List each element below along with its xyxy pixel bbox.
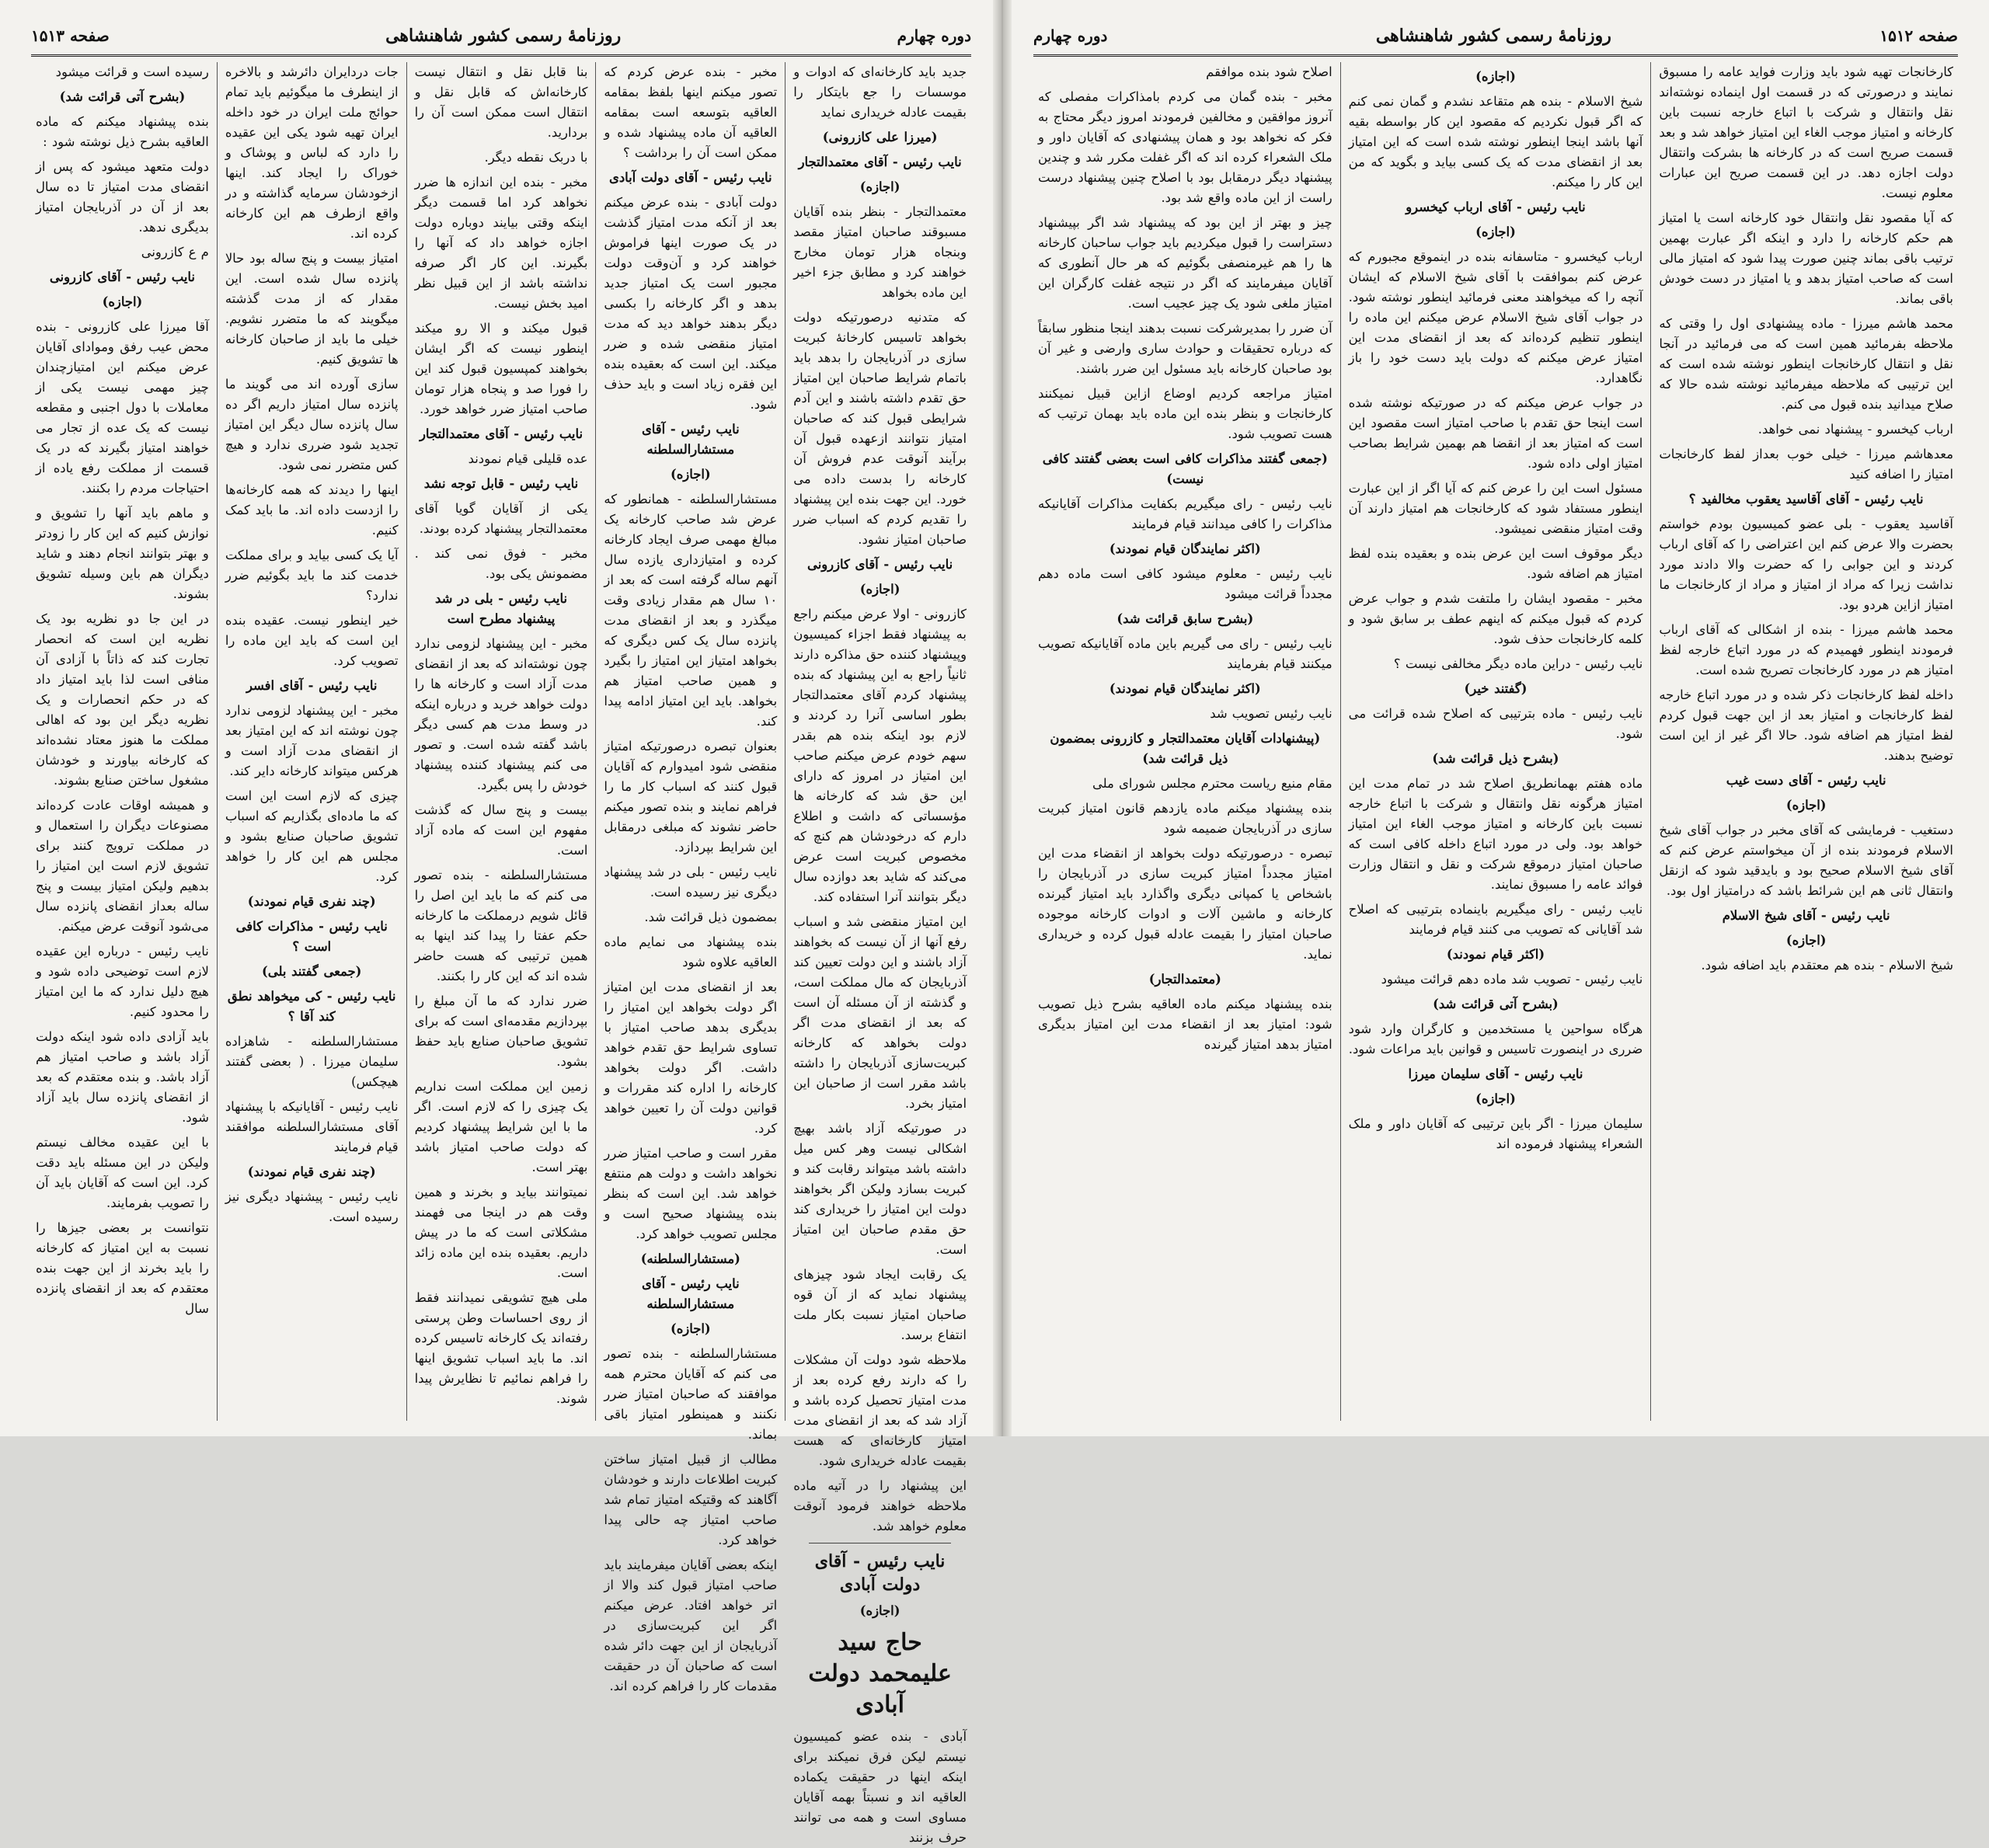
paragraph: (اجازه) — [1785, 798, 1827, 813]
paragraph: بیست و پنج سال که گذشت مفهوم این است که ماده آزاد است. — [414, 802, 588, 858]
paragraph: بمضمون ذیل قرائت شد. — [644, 910, 778, 924]
paragraph: بنده پیشنهاد میکنم که ماده العاقیه بشرح ذیل نوشته شود : — [36, 114, 209, 149]
paragraph: (اجازه) — [1475, 69, 1516, 84]
paragraph: جدید باید کارخانه‌ای که ادوات و موسسات را جع بایتکار را بقیمت عادله خریداری نماید — [793, 64, 967, 120]
paragraph: (اجازه) — [670, 1321, 711, 1336]
paragraph: ارباب کیخسرو - متاسفانه بنده در اینموقع مجبورم که عرض کنم بموافقت با آقای شیخ الاسلام که ایشان آنچه را که میخواهند معنی فرمائید اینطور نوشته شود. در جواب آقای شیخ الاسلام عرض میکنم این ماده را اینطور تنظیم کرده‌اند که بعد از انقضای مدت این امتیاز عرض میکنم که دولت باید دست خود را باز نگاهدارد. — [1348, 249, 1643, 385]
paragraph: نایب رئیس - آقایانیکه با پیشنهاد آقای مستشارالسلطنه موافقند قیام فرمایند — [225, 1099, 399, 1154]
paragraph: زمین این مملکت است نداریم یک چیزی را که لازم است. اگر ما با این شرایط پیشنهاد کردیم که دولت صاحب امتیاز باشد بهتر است. — [414, 1079, 588, 1175]
left-header-page-number: صفحه ۱۵۱۳ — [31, 26, 110, 45]
paragraph: رسیده است و قرائت میشود — [55, 64, 209, 79]
paragraph: نایب رئیس - آقای مستشارالسلطنه — [641, 1276, 740, 1311]
paragraph: بنده پیشنهاد میکنم ماده یازدهم قانون امتیاز کبریت سازی در آذربایجان ضمیمه شود — [1037, 801, 1332, 836]
paragraph: در جواب عرض میکنم که در صورتیکه نوشته شده است اینجا حق تقدم با صاحب امتیاز است مقصود این است که امتیاز بعد از انقضا هم بهمین شرایط بصاحب امتیاز اولی داده شود. — [1348, 395, 1643, 471]
paragraph: مخبر - فوق نمی کند . مضمونش یکی بود. — [414, 546, 588, 581]
paragraph: دولت متعهد میشود که پس از انقضای مدت امتیاز تا ده سال بعد از آن در آذربایجان امتیاز بدیگری ندهد. — [36, 159, 209, 235]
paragraph: نایب رئیس - آقای معتمدالتجار — [798, 155, 962, 169]
left-column-3 — [406, 62, 596, 1421]
paragraph: نایب رئیس - رای میگیریم بکفایت مذاکرات آقایانیکه مذاکرات را کافی میدانند قیام فرمایند — [1037, 496, 1332, 531]
paragraph: مخبر - بنده این اندازه ها ضرر نخواهد کرد اما قسمت دیگر اینکه وقتی بیایند دوباره دولت اجازه خواهد داد که آنها را بگیرند. این کار اگر صرفه نداشته باشد از این قبیل نظر امید بخش نیست. — [414, 175, 588, 311]
paragraph: م ع کازرونی — [141, 245, 209, 259]
paragraph: و همیشه اوقات عادت کرده‌اند مصنوعات دیگران را استعمال و در مملکت ترویج کنند برای تشویق لازم است این امتیاز را بدهیم ولیکن امتیاز بیست و پنج ساله بعداز انقضای پانزده سال می‌شود آنوقت عرض میکنم. — [36, 798, 209, 934]
paragraph: محمد هاشم میرزا - بنده از اشکالی که آقای ارباب فرمودند اینطور فهمیدم که در مورد اتباع خارجه لفظ امتیاز هم در مورد کارخانجات تصریح شده است. — [1659, 622, 1953, 677]
paragraph: سازی آورده اند می گویند ما پانزده سال امتیاز داریم اگر ده سال پانزده سال دیگر این امتیاز تجدید شود ضرری ندارد و هیچ کس متضرر نمی شود. — [225, 377, 399, 472]
paragraph: مستشارالسلطنه - شاهزاده سلیمان میرزا . ( بعضی گفتند هیچکس) — [225, 1034, 399, 1089]
left-page-columns — [28, 62, 974, 1845]
paragraph: این پیشنهاد را در آتیه ماده ملاحظه خواهند فرمود آنوقت معلوم خواهد شد. — [793, 1478, 967, 1533]
paragraph: دولت آبادی - بنده عرض میکنم بعد از آنکه مدت امتیاز گذشت در یک صورت اینها فراموش خواهند کرد و آن‌وقت دولت مجبور است یک امتیاز جدید بدهد و اگر کارخانه را بکسی دیگر بدهند خواهد دید که مدت امتیاز منقضی شده و ضرر میکند. این است که بعقیده بنده این فقره زیاد است و باید حذف شود. — [604, 195, 778, 412]
paragraph: مستشارالسلطنه - همانطور که عرض شد صاحب کارخانه یک مبالغ مهمی صرف ایجاد کارخانه کرده و امتیازداری یازده سال آنهم ساله گرفته است که بعد از ۱۰ سال هم مقدار زیادی وقت میگذرد و بعد از انقضای مدت پانزده سال یک کس دیگری که بخواهد امتیاز این امتیاز را بگیرد و همین صاحب امتیاز هم بخواهد. باید این امتیاز ادامه پیدا کند. — [604, 492, 778, 729]
paragraph: بنده پیشنهاد می نمایم ماده العاقیه علاوه شود — [604, 934, 778, 969]
paragraph: (اجازه) — [1475, 1091, 1516, 1106]
paragraph: در این جا دو نظریه بود یک نظریه این است که انحصار تجارت کند که ذاتاً با آزادی آن منافی است لذا باید امتیاز داد که در حکم انحصارات و یک نظریه دیگر این بود که اهالی مملکت ما هنوز معتاد نشده‌اند که کارخانه بیاورند و خودشان مشغول ساختن صنایع بشوند. — [36, 611, 209, 788]
paragraph: نایب رئیس - ماده بترتیبی که اصلاح شده قرائت می شود. — [1348, 706, 1643, 741]
paragraph: ارباب کیخسرو - پیشنهاد نمی خواهد. — [1757, 422, 1953, 437]
paragraph: نایب رئیس - درباره این عقیده لازم است توضیحی داده شود و هیچ دلیل ندارد که ما این امتیاز را محدود کنیم. — [36, 944, 209, 1019]
right-header-page-number: صفحه ۱۵۱۲ — [1879, 26, 1958, 45]
paragraph: آن ضرر را بمدیرشرکت نسبت بدهند اینجا منظور سابقاً که درباره تحقیقات و حوادث ساری وارضی و غیر آن بود صاحبان کارخانه باید مسئول این ضرر باشند. — [1037, 321, 1332, 376]
paragraph: داخله لفظ کارخانجات ذکر شده و در مورد اتباع خارجه لفظ کارخانجات و امتیاز بعد از این جهت قبول کردم لفظ امتیاز هم اضافه شود. حالا اگر غیر از این است توضیح بدهند. — [1659, 687, 1953, 763]
paragraph: کازرونی - اولا عرض میکنم راجع به پیشنهاد فقط اجزاء کمیسیون وپیشنهاد کننده حق مذاکره دارند ثانیاً راجع به این پیشنهاد که بنده پیشنهاد کردم آقای معتمدالتجار بطور اساسی آنرا رد کردند و لازم بود اینکه بنده هم بقدر سهم خودم عرض میکنم صاحب این امتیاز در امروز که دارای این حق شد که کارخانه ها مؤسساتی که داشت و اطلاع دارم که درخودشان هم کنچ که مخصوص کبریت است عرض می‌کند که شاید بعد دوازده سال دیگر بتوانند آنرا استفاده کند. — [793, 607, 967, 904]
paragraph: چیزی که لازم است این است که ما ماده‌ای بگذاریم که اسباب تشویق صاحبان صنایع بشود و مجلس هم این کار را خواهد کرد. — [225, 788, 399, 884]
permission-note: (اجازه) — [859, 1603, 900, 1618]
paragraph: آقاسید یعقوب - بلی عضو کمیسیون بودم خواستم بحضرت والا عرض کنم این اعتراضی را که آقای ارباب کردند و این جوابی را که حضرت والا دادند مورد نداشت زیرا که مراد از امتیاز و مراد از کارخانجات ما امتیاز ازاین هردو بود. — [1659, 517, 1953, 612]
paragraph: و ماهم باید آنها را تشویق و نوازش کنیم که این کار را زودتر و بهتر بتوانند انجام دهند و شاید دیگران هم باین وسیله تشویق بشوند. — [36, 506, 209, 601]
right-header-volume: دوره چهارم — [1033, 26, 1108, 45]
paragraph: ضرر ندارد که ما آن مبلغ را بپردازیم مقدمه‌ای است که برای تشویق صاحبان صنایع باید حفظ بشود. — [414, 994, 588, 1069]
paragraph: نایب رئیس - آقای سلیمان میرزا — [1408, 1067, 1583, 1081]
left-header-title: روزنامهٔ رسمی کشور شاهنشاهی — [385, 26, 622, 46]
paragraph: امتیاز مراجعه کردیم اوضاع ازاین قبیل نمیکنند کارخانجات و بنظر بنده این ماده باید بهمان ترتیب که هست تصویب شود. — [1037, 386, 1332, 441]
paragraph: (اکثر نمایندگان قیام نمودند) — [1109, 541, 1261, 556]
right-column-1 — [1650, 62, 1961, 1421]
paragraph: چیز و بهتر از این بود که پیشنهاد شد اگر بپیشنهاد دستراست را قبول میکردیم باید جواب ساحبان کارخانه ها را هم غیرمنصفی بگوئیم که هر حال آنطوری که آقایان میفرمایند که اگر در نتیجه غفلت کارگران این امتیاز ملغی شود یک چیز عجیب است. — [1037, 215, 1332, 311]
paragraph: (اجازه) — [670, 467, 711, 482]
paragraph: نایب رئیس - تصویب شد ماده دهم قرائت میشود — [1381, 972, 1643, 987]
paragraph: آیا یک کسی بیاید و برای مملکت خدمت کند ما باید بگوئیم ضرر ندارد؟ — [225, 548, 399, 603]
paragraph: (اجازه) — [102, 294, 143, 309]
left-column-1 — [785, 62, 974, 1845]
paragraph: مخبر - بنده عرض کردم که تصور میکنم اینها بلفظ بمقامه العاقیه بتوسعه است بمقامه العاقیه آن ماده پیشنهاد شده و ممکن است آن را برداشت ؟ — [604, 64, 778, 160]
paragraph: محمد هاشم میرزا - ماده پیشنهادی اول را وقتی که ملاحظه بفرمائید همین است که می فرمائید در آنجا نقل و انتقال کارخانجات اینطور نوشته شده است که این ترتیبی که ملاحظه میفرمائید نوشته شده حالا که صلاح میدانید بنده قبول می کنم. — [1659, 316, 1953, 412]
paragraph: مستشارالسلطنه - بنده تصور می کنم که آقایان محترم همه موافقند که صاحبان امتیاز ضرر نکنند و همینطور امتیاز باقی بماند. — [604, 1346, 778, 1442]
paragraph: نایب رئیس - آقای آقاسید یعقوب مخالفید ؟ — [1688, 492, 1924, 506]
paragraph: آبادی - بنده عضو کمیسیون نیستم لیکن فرق نمیکند برای اینکه اینها در حقیقت یکماده العاقیه اند و نسبتاً بهمه آقایان مساوی است و همه می توانند حرف بزنند — [793, 1729, 967, 1845]
paragraph: نایب رئیس - معلوم میشود کافی است ماده دهم مجدداً قرائت میشود — [1037, 566, 1332, 601]
paragraph: اینها را دیدند که همه کارخانه‌ها را ازدست داده اند. ما باید کمک کنیم. — [225, 482, 399, 538]
paragraph: (میرزا علی کازرونی) — [822, 130, 938, 144]
paragraph: که متدنیه درصورتیکه دولت بخواهد تاسیس کارخانهٔ کبریت سازی در آذربایجان را بدهد باید باتمام شرایط صاحبان این امتیاز حق تقدم داشته باشند و این آدم شرایطی قبول کند که صاحبان امتیاز نتوانند ازعهده قبول آن برآیند آنوقت عدم فروش آن کارخانه را بدست داده می خورد. این جهت بنده این پیشنهاد را تقدیم کردم که اسباب ضرر صاحبان امتیاز نشود. — [793, 310, 967, 547]
paragraph: آقا میرزا علی کازرونی - بنده محض عیب رفق وموادای آقایان عرض میکنم این امتیازچندان چیز مهمی نیست یکی از معاملات با دول اجنبی و مقطعه نیست که یک عده از تجار می خواهند امتیاز بگیرند که در یک قسمت از مملکت رفع یاده از احتیاجات مردم را بکنند. — [36, 319, 209, 496]
paragraph: اصلاح شود بنده موافقم — [1206, 64, 1332, 79]
paragraph: نایب رئیس - آقای مستشارالسلطنه — [641, 422, 740, 457]
paragraph: مخبر - بنده گمان می کردم بامذاکرات مفصلی که آنروز موافقین و مخالفین فرمودند امروز دیگر محتاج به فکر که نخواهد بود و همان پیشنهادی که آقایان داور و ملک الشعراء کرده اند که اگر غفلت مکرر شد و چندین پیشنهاد دیگر درمقابل بود با اصلاح چنین پیشنهاد درست راست از این ماده واقع شد بود. — [1037, 89, 1332, 205]
paragraph: ملاحظه شود دولت آن مشکلات را که دارند رفع کرده بعد از مدت امتیاز تحصیل کرده باشد و آزاد شد که بعد از انقضای مدت امتیاز کارخانه‌ای که هست بقیمت عادله خریداری شود. — [793, 1352, 967, 1468]
right-header-title: روزنامهٔ رسمی کشور شاهنشاهی — [1375, 26, 1611, 46]
paragraph: (اجازه) — [859, 582, 900, 597]
paragraph: نایب رئیس - آقای دست غیب — [1726, 773, 1886, 788]
paragraph: امتیاز بیست و پنج ساله بود حالا پانزده سال شده است. این مقدار که از مدت گذشته میگویند که ما متضرر نشویم. خیلی ما باید از صاحبان کارخانه ها تشویق کنیم. — [225, 251, 399, 367]
paragraph: نتوانست بر بعضی جیزها را نسبت به این امتیاز که کارخانه را باید بخرند از این جهت بنده معتقدم که بعد از انقضای پانزده سال — [36, 1220, 209, 1316]
paragraph: بنده پیشنهاد میکنم ماده العاقیه بشرح ذیل تصویب شود: امتیاز بعد از انقضاء مدت این امتیاز بدیگری امتیاز بدهد امتیاز گیرنده — [1037, 997, 1332, 1052]
paragraph: دیگر موقوف است این عرض بنده و بعقیده بنده لفظ امتیاز هم اضافه شود. — [1348, 546, 1643, 581]
paragraph: نایب رئیس - آقای شیخ الاسلام — [1722, 908, 1890, 923]
paragraph: نایب رئیس - آقای کازرونی — [49, 270, 195, 284]
paragraph: اینکه بعضی آقایان میفرمایند باید صاحب امتیاز قبول کند والا از اتر خواهد افتاد. عرض میکنم اگر این کبریت‌سازی در آذربایجان از این جهت دائر شده است که صاحبان آن در حقیقت مقدمات کار را فراهم کرده اند. — [604, 1557, 778, 1693]
paragraph: این امتیاز منقضی شد و اسباب رفع آنها از آن نیست که بخواهند آزاد باشند و این دولت تعیین کند آذربایجان که مال مملکت است، و گذشته از آن مسئله آن است که بعد از انقضای مدت اگر دولت بخواهد که کارخانه کبریت‌سازی آذربایجان را داشته باشد مقرر است از صاحبان این امتیاز بخرد. — [793, 914, 967, 1111]
paragraph: نایب رئیس - بلی در شد پیشنهاد مطرح است — [434, 591, 568, 626]
paragraph: (اجازه) — [1785, 933, 1827, 948]
paragraph: بعد از انقضای مدت این امتیاز اگر دولت بخواهد این امتیاز را بدیگری بدهد صاحب امتیاز با تساوی شرایط حق تقدم خواهد داشت. اگر دولت بخواهد کارخانه را اداره کند مقررات و قوانین دولت آن را تعیین خواهد کرد. — [604, 980, 778, 1136]
paragraph: ماده هفتم بهمانطریق اصلاح شد در تمام مدت این امتیاز هرگونه نقل وانتقال و شرکت با اتباع خارجه نسبت باین کارخانه و امتیاز موجب الغاء این امتیاز خواهد بود. ولی در مورد اتباع داخله کافی است که صاحبان امتیاز درموقع شرکت و نقل و انتقال وزارت فوائد عامه را مسبوق نمایند. — [1348, 776, 1643, 892]
paragraph: نایب رئیس تصویب شد — [1210, 706, 1332, 721]
paragraph: مخبر - این پیشنهاد لزومی ندارد چون نوشته اند که این امتیاز بعد از انقضای مدت آزاد است و هرکس میتواند کارخانه دایر کند. — [225, 703, 399, 778]
paragraph: یکی از آقایان گویا آقای معتمدالتجار پیشنهاد کرده بودند. — [414, 501, 588, 536]
paragraph: با این عقیده مخالف نیستم ولیکن در این مسئله باید دقت کرد. این است که آقایان باید آن را تصویب بفرمایند. — [36, 1135, 209, 1210]
paragraph: مستشارالسلطنه - بنده تصور می کنم که ما باید این اصل را قائل شویم درمملکت ما کارخانه حکم عفتا را پیدا کند اینها به همین ترتیبی که هست حاضر شده اند که این کار را بکنند. — [414, 868, 588, 983]
paragraph: (معتمدالتجار) — [1148, 972, 1221, 987]
paragraph: شیخ الاسلام - بنده هم معتقدم باید اضافه شود. — [1701, 958, 1953, 973]
paragraph: مقرر است و صاحب امتیاز ضرر نخواهد داشت و دولت هم منتفع خواهد شد. این است که بنظر بنده پیشنهاد صحیح است و مجلس تصویب خواهد کرد. — [604, 1146, 778, 1241]
paragraph: مخبر - این پیشنهاد لزومی ندارد چون نوشته‌اند که بعد از انقضای مدت آزاد است و کارخانه ها را دولت خواهد خرید و درباره اینکه در وسط مدت هم کسی دیگر باشد گفته شده است. و تصور می کنم پیشنهاد کننده پیشنهاد خودش را پس بگیرد. — [414, 636, 588, 792]
paragraph: (چند نفری قیام نمودند) — [247, 1164, 376, 1179]
paragraph: (بشرح آتی قرائت شد) — [59, 89, 186, 104]
page-gutter — [993, 0, 1012, 1436]
left-page-header — [31, 17, 971, 57]
paragraph: (بشرح ذیل قرائت شد) — [1432, 751, 1559, 766]
paragraph: نایب رئیس - آقای دولت آبادی — [608, 170, 772, 185]
left-column-4 — [217, 62, 406, 1421]
paragraph: نایب رئیس - آقای کازرونی — [807, 557, 953, 572]
speaker-heading: نایب رئیس - آقای دولت آبادی — [814, 1551, 946, 1595]
paragraph: قبول میکند و الا رو میکند اینطور نیست که اگر ایشان بخواهند کمپسیون قبول کند این را فورا صد و پنجاه هزار تومان صاحب امتیاز ضرر خواهد خورد. — [414, 321, 588, 416]
right-page-columns — [1030, 62, 1961, 1421]
right-page — [1002, 0, 1989, 1436]
paragraph: (اجازه) — [859, 179, 900, 194]
paragraph: (اکثر قیام نمودند) — [1446, 947, 1545, 962]
paragraph: در صورتیکه آزاد باشد بهیچ اشکالی نیست وهر کس میل داشته باشد میتواند رقابت کند و کبریت بسازد ولیکن اگر بخواهند دولت این امتیاز را خریداری کند حق مقدم صاحبان این امتیاز است. — [793, 1121, 967, 1257]
paragraph: مطالب از قبیل امتیاز ساختن کبریت اطلاعات دارند و خودشان آگاهند که وقتیکه امتیاز تمام شد صاحب امتیاز چه حالی پیدا خواهد کرد. — [604, 1452, 778, 1547]
paragraph: (مستشارالسلطنه) — [640, 1251, 740, 1266]
paragraph: نایب رئیس - بلی در شد پیشنهاد دیگری نیز رسیده است. — [604, 865, 778, 900]
speaker-name-large: حاج سید علیمحمد دولت آبادی — [808, 1629, 952, 1718]
paragraph: معتمدالتجار - بنظر بنده آقایان مسبوقند صاحبان امتیاز مقصد وبنجاه هزار تومان مخارج خواهند کرد و مطابق جزء اخیر این ماده بخواهد — [793, 204, 967, 300]
paragraph: کارخانجات تهیه شود باید وزارت فواید عامه را مسبوق نمایند و درصورتی که در قسمت اول اینماده نوشته‌اند نقل وانتقال و شرکت با اتباع خارجه نسبت باین کارخانه و امتیاز موجب الغاء این امتیاز خواهد شد و بعد قسمت صریح است که در کارخانه ها بشرکت وانتقال دولت اجازه دهد. در این قسمت صریح این عبارات معلوم نیست. — [1659, 64, 1953, 200]
left-header-volume: دوره چهارم — [897, 26, 971, 45]
paragraph: که آیا مقصود نقل وانتقال خود کارخانه است یا امتیاز هم حکم کارخانه را دارد و اینکه اگر عبارت بهمین ترتیب باقی بماند چنین صورت پیدا شود که امتیاز مالی است که صاحب امتیاز بدهد و یا امتیاز در دست خودش باقی بماند. — [1659, 211, 1953, 306]
paragraph: هرگاه سواحین یا مستخدمین و کارگران وارد شود ضرری در اینصورت تاسیس و قوانین باید مراعات شود. — [1348, 1021, 1643, 1056]
paragraph: (جمعی گفتند بلی) — [262, 964, 362, 979]
paragraph: نایب رئیس - دراین ماده دیگر مخالفی نیست ؟ — [1393, 656, 1643, 671]
paragraph: معدهاشم میرزا - خیلی خوب بعداز لفظ کارخانجات امتیاز را اضافه کنید — [1659, 447, 1953, 482]
paragraph: نایب رئیس - پیشنهاد دیگری نیز رسیده است. — [225, 1189, 399, 1224]
paragraph: شیخ الاسلام - بنده هم متقاعد نشدم و گمان نمی کنم که اگر قبول نکردیم که مقصود این کار بواسطه بقیه آنها باشد اینجا اینطور نوشته شده است که این امتیاز بعد از انقضای مدت که یک کسی بیاید و بگوید که من این کار را میکنم. — [1348, 94, 1643, 190]
paragraph: نایب رئیس - آقای ارباب کیخسرو — [1406, 200, 1586, 214]
left-column-5 — [28, 62, 217, 1421]
paragraph: عده قلیلی قیام نمودند — [468, 451, 588, 466]
paragraph: نایب رئیس - مذاکرات کافی است ؟ — [235, 919, 388, 954]
paragraph: نمیتوانند بیاید و بخرند و همین وقت هم در اینجا می فهمند مشکلاتی است که ما در پیش داریم. بعقیده بنده این ماده زائد است. — [414, 1185, 588, 1280]
paragraph: یک رقابت ایجاد شود چیزهای پیشنهاد نماید که از آن قوه صاحبان امتیاز نسبت بکار ملت انتفاع برسد. — [793, 1267, 967, 1342]
left-column-2 — [595, 62, 785, 1693]
paragraph: دستغیب - فرمایشی که آقای مخبر در جواب آقای شیخ الاسلام فرمودند بنده از آن میخواستم عرض کنم که آقای شیخ الاسلام صحیح بود و بایدقید شود که ازنقل وانتقال ثانی هم این شرائط باشد که درامتیاز اول بود. — [1659, 823, 1953, 898]
right-page-header — [1033, 17, 1958, 57]
paragraph: باید آزادی داده شود اینکه دولت آزاد باشد و صاحب امتیاز هم آزاد باشد. و بنده معتقدم که بعد از انقضای پانزده سال باید آزاد شود. — [36, 1029, 209, 1125]
paragraph: بنا قابل نقل و انتقال نیست کارخانه‌اش که قابل نقل و انتقال است ممکن است آن را بردارید. — [414, 64, 588, 140]
paragraph: سلیمان میرزا - اگر باین ترتیبی که آقایان داور و ملک الشعراء پیشنهاد فرموده اند — [1348, 1116, 1643, 1151]
paragraph: نایب رئیس - رای می گیریم باین ماده آقایانیکه تصویب میکنند قیام بفرمایند — [1037, 636, 1332, 671]
paragraph: نایب رئیس - کی میخواهد نطق کند آقا ؟ — [227, 989, 396, 1024]
paragraph: (چند نفری قیام نمودند) — [247, 894, 376, 909]
right-column-3 — [1030, 62, 1340, 1421]
paragraph: مقام منیع ریاست محترم مجلس شورای ملی — [1092, 776, 1332, 791]
paragraph: (بشرح سابق قرائت شد) — [1116, 611, 1254, 626]
paragraph: ملی هیچ تشویقی نمیدانند فقط از روی احساسات وطن پرستی رفته‌اند یک کارخانه تاسیس کرده اند. ما باید اسباب تشویق اینها را فراهم نمائیم تا نظایرش پیدا شوند. — [414, 1290, 588, 1406]
paragraph: تبصره - درصورتیکه دولت بخواهد از انقضاء مدت این امتیاز مجدداً امتیاز کبریت سازی در آذربایجان را باشخاص یا کمپانی دیگری واگذارد باید امتیاز گیرنده کارخانه و ماشین آلات و ادوات کارخانه موجوده صاحبان امتیاز را بقیمت عادله قبول کرده و خریداری نماید. — [1037, 846, 1332, 962]
paragraph: نایب رئیس - رای میگیریم باینماده بترتیبی که اصلاح شد آقایانی که تصویب می کنند قیام فرمایند — [1348, 902, 1643, 937]
paragraph: نایب رئیس - قابل توجه نشد — [423, 476, 579, 491]
paragraph: نایب رئیس - آقای معتمدالتجار — [419, 426, 583, 441]
paragraph: نایب رئیس - آقای افسر — [246, 678, 378, 693]
paragraph: (بشرح آتی قرائت شد) — [1433, 997, 1559, 1011]
paragraph: (جمعی گفتند مذاکرات کافی است بعضی گفتند کافی نیست) — [1042, 451, 1328, 486]
paragraph: با دربک نقطه دیگر. — [484, 150, 588, 165]
paragraph: (پیشنهادات آقایان معتمدالتجار و کازرونی بمضمون ذیل قرائت شد) — [1050, 731, 1321, 766]
paragraph: بعنوان تبصره درصورتیکه امتیاز منقضی شود امیدوارم که آقایان قبول کنند که اسباب کار ما را فراهم نمایند و بنده تصور میکنم حاضر نشوند که مبلغی درمقابل این شرایط بپردازد. — [604, 739, 778, 854]
paragraph: خیر اینطور نیست. عقیده بنده این است که باید این ماده را تصویب کرد. — [225, 613, 399, 668]
right-column-2 — [1340, 62, 1651, 1421]
paragraph: مسئول است این را عرض کنم که آیا اگر از این عبارت اینطور مستفاد شود که کارخانجات هم امتیاز دارند آن وقت امتیاز منقضی نمیشود. — [1348, 481, 1643, 536]
paragraph: (اجازه) — [1475, 224, 1516, 239]
paragraph: جات دردایران دائرشد و بالاخره از اینطرف ما میگوئیم باید تمام حوائج ملت ایران در خود داخله ایران تهیه شود یکی این عقیده را دارد که لباس و پوشاک و خوراک را ایجاد کند. اینها ازخودشان سرمایه گذاشته و در واقع ازطرف هم این کارخانه کرده اند. — [225, 64, 399, 241]
paragraph: (اکثر نمایندگان قیام نمودند) — [1109, 681, 1261, 696]
paragraph: (گفتند خیر) — [1464, 681, 1527, 696]
paragraph: مخبر - مقصود ایشان را ملتفت شدم و جواب عرض کردم که قبول میکنم که اینهم عطف بر سابق شود و کلمه کارخانجات حذف شود. — [1348, 591, 1643, 646]
